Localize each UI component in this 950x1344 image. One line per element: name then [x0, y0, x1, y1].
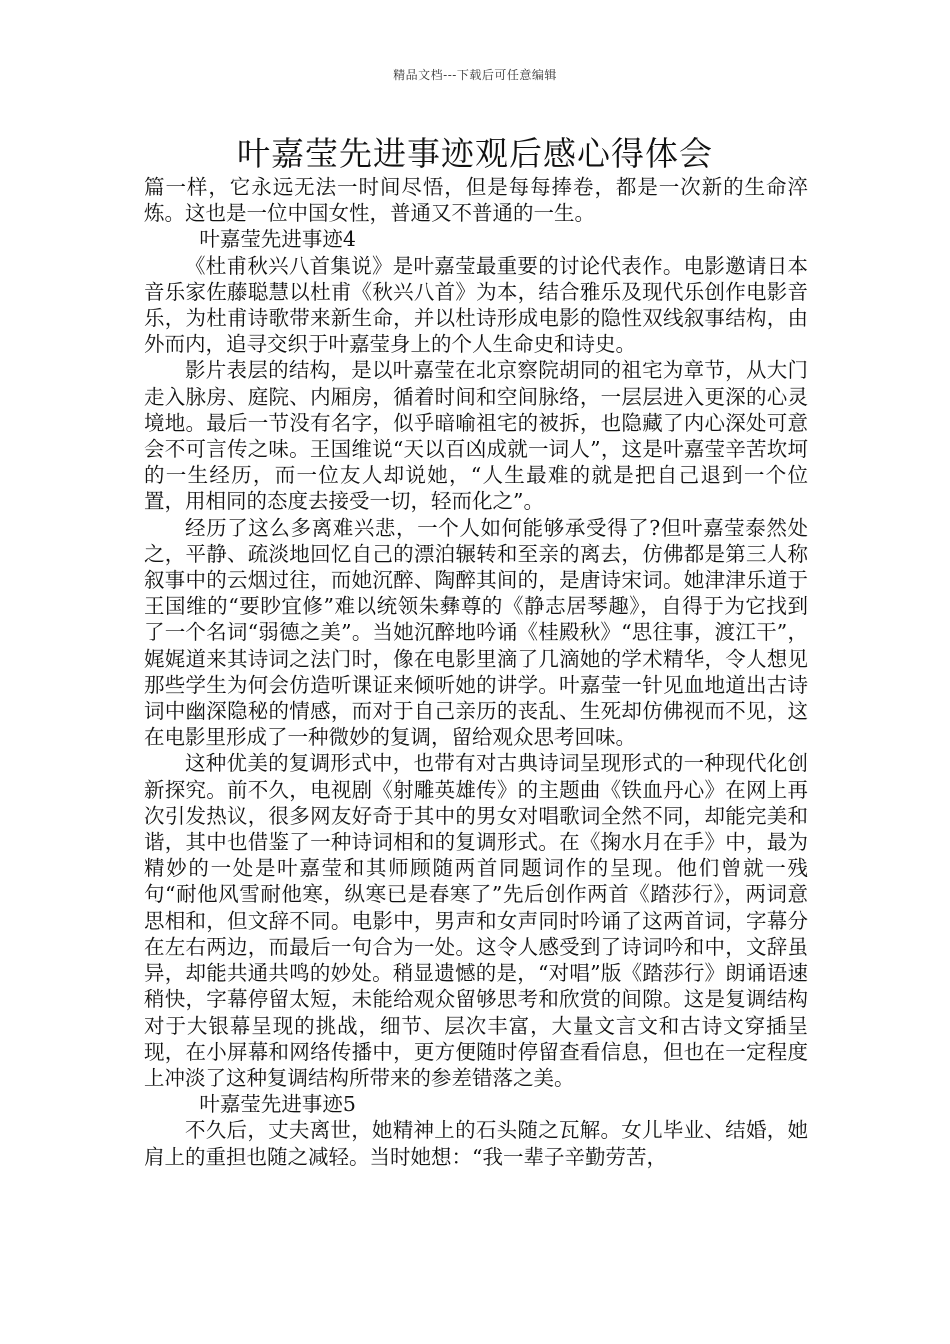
paragraph: 这种优美的复调形式中，也带有对古典诗词呈现形式的一种现代化创新探究。前不久，电视剧《射雕英雄传》的主题曲《铁血丹心》在网上再次引发热议，很多网友好奇于其中的男女对唱歌词全然不同，却能完美和谐，其中也借鉴了一种诗词相和的复调形式。在《掬水月在手》中，最为精妙的一处是叶嘉莹和其师顾随两首同题词作的呈现。他们曾就一残句“耐他风雪耐他寒，纵寒已是春寒了”先后创作两首《踏莎行》，两词意思相和，但文辞不同。电影中，男声和女声同时吟诵了这两首词，字幕分在左右两边，而最后一句合为一处。这令人感受到了诗词吟和中，文辞虽异，却能共通共鸣的妙处。稍显遗憾的是，“对唱”版《踏莎行》朗诵语速稍快，字幕停留太短，未能给观众留够思考和欣赏的间隙。这是复调结构对于大银幕呈现的挑战，细节、层次丰富，大量文言文和古诗文穿插呈现，在小屏幕和网络传播中，更方便随时停留查看信息，但也在一定程度上冲淡了这种复调结构所带来的参差错落之美。 — [144, 751, 808, 1090]
document-title: 叶嘉莹先进事迹观后感心得体会 — [237, 134, 713, 173]
paragraph: 经历了这么多离难兴悲，一个人如何能够承受得了?但叶嘉莹泰然处之，平静、疏淡地回忆自己的漂泊辗转和至亲的离去，仿佛都是第三人称叙事中的云烟过往，而她沉醉、陶醉其间的，是唐诗宋词。她津津乐道于王国维的“要眇宜修”难以统领朱彝尊的《静志居琴趣》，自得于为它找到了一个名词“弱德之美”。当她沉醉地吟诵《桂殿秋》“思往事，渡江干”，娓娓道来其诗词之法门时，像在电影里滴了几滴她的学术精华，令人想见那些学生为何会仿造听课证来倾听她的讲学。叶嘉莹一针见血地道出古诗词中幽深隐秘的情感，而对于自己亲历的丧乱、生死却仿佛视而不见，这在电影里形成了一种微妙的复调，留给观众思考回味。 — [144, 515, 808, 750]
header-note: 精品文档---下载后可任意编辑 — [393, 68, 557, 82]
paragraph-continuation: 篇一样，它永远无法一时间尽悟，但是每每捧卷，都是一次新的生命淬炼。这也是一位中国女性，普通又不普通的一生。 — [144, 175, 808, 226]
section-heading-4: 叶嘉莹先进事迹4 — [199, 227, 356, 252]
document-body — [144, 174, 808, 1170]
section-heading-5: 叶嘉莹先进事迹5 — [199, 1092, 356, 1117]
paragraph: 影片表层的结构，是以叶嘉莹在北京察院胡同的祖宅为章节，从大门走入脉房、庭院、内厢房，循着时间和空间脉络，一层层进入更深的心灵境地。最后一节没有名字，似乎暗喻祖宅的被拆，也隐藏了内心深处可意会不可言传之味。王国维说“天以百凶成就一词人”，这是叶嘉莹辛苦坎坷的一生经历，而一位友人却说她，“人生最难的就是把自己退到一个位置，用相同的态度去接受一切，轻而化之”。 — [144, 358, 808, 514]
paragraph: 《杜甫秋兴八首集说》是叶嘉莹最重要的讨论代表作。电影邀请日本音乐家佐藤聪慧以杜甫《秋兴八首》为本，结合雅乐及现代乐创作电影音乐，为杜甫诗歌带来新生命，并以杜诗形成电影的隐性双线叙事结构，由外而内，追寻交织于叶嘉莹身上的个人生命史和诗史。 — [144, 253, 808, 357]
paragraph: 不久后，丈夫离世，她精神上的石头随之瓦解。女儿毕业、结婚，她肩上的重担也随之减轻。当时她想：“我一辈子辛勤劳苦， — [144, 1118, 808, 1169]
